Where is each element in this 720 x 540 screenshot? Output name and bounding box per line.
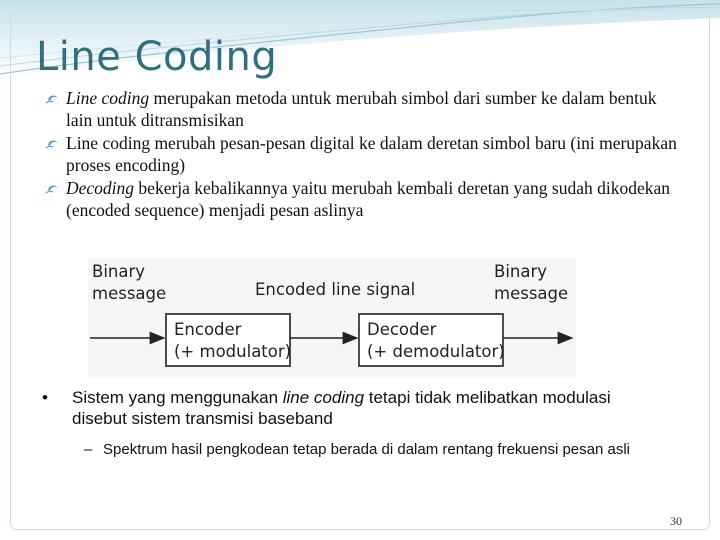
secondary-emphasis: line coding bbox=[282, 388, 365, 407]
bullet-dot: • bbox=[42, 388, 48, 407]
secondary-section bbox=[40, 387, 660, 460]
output-label: Binary message bbox=[494, 262, 569, 303]
bullet-text: merupakan metoda untuk merubah simbol dari sumber ke dalam bentuk lain untuk ditransmisikan bbox=[66, 88, 657, 130]
bullet-text: Line coding merubah pesan-pesan digital ke dalam deretan simbol baru (ini merupakan proses encoding) bbox=[66, 133, 677, 175]
input-label: Binary message bbox=[92, 262, 167, 303]
block-diagram bbox=[88, 258, 576, 378]
bullet-item bbox=[44, 88, 684, 131]
sub-bullet-item bbox=[84, 440, 643, 460]
sub-bullet-dash: – bbox=[84, 441, 93, 458]
sub-bullet-text: Spektrum hasil pengkodean tetap berada di dalam rentang frekuensi pesan asli bbox=[103, 441, 631, 458]
bullet-item bbox=[44, 178, 684, 221]
encoder-label: Encoder (+ modulator) bbox=[174, 320, 292, 361]
signal-label: Encoded line signal bbox=[255, 280, 416, 299]
secondary-bullet-item bbox=[40, 387, 660, 429]
secondary-text-before: Sistem yang menggunakan bbox=[72, 388, 283, 407]
bullet-text: bekerja kebalikannya yaitu merubah kembali deretan yang sudah dikodekan (encoded sequence) menjadi pesan aslinya bbox=[66, 178, 671, 220]
bullet-list bbox=[44, 88, 684, 223]
bullet-emphasis: Line coding bbox=[66, 88, 150, 108]
page-number: 30 bbox=[670, 514, 682, 528]
slide-title: Line Coding bbox=[36, 34, 278, 80]
bullet-marker-icon bbox=[44, 136, 60, 152]
bullet-marker-icon bbox=[44, 181, 60, 197]
bullet-item bbox=[44, 133, 684, 176]
bullet-marker-icon bbox=[44, 91, 60, 107]
secondary-text-after: tetapi tidak melibatkan modulasi disebut sistem transmisi baseband bbox=[72, 388, 611, 428]
decoder-label: Decoder (+ demodulator) bbox=[367, 320, 505, 361]
bullet-emphasis: Decoding bbox=[66, 178, 135, 198]
